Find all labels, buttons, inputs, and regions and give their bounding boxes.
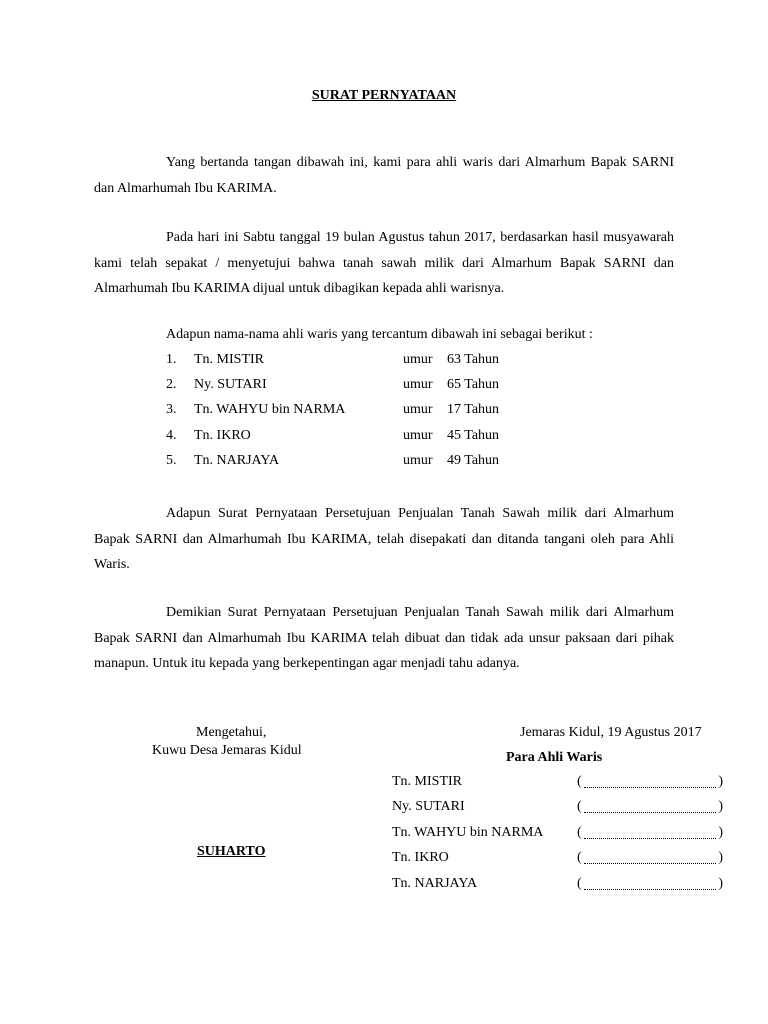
close-paren: ) (718, 799, 723, 814)
open-paren: ( (577, 825, 582, 840)
heir-number: 3. (166, 402, 177, 417)
paragraph-closing (94, 600, 674, 677)
close-paren: ) (718, 774, 723, 789)
signature-row (392, 797, 732, 817)
signer-name: Tn. MISTIR (392, 774, 462, 789)
dotted-line (584, 838, 716, 839)
acknowledged-label: Mengetahui, (196, 725, 267, 740)
signature-row (392, 874, 732, 894)
open-paren: ( (577, 774, 582, 789)
signature-row (392, 823, 732, 843)
paragraph-agreement-text: Pada hari ini Sabtu tanggal 19 bulan Agustus tahun 2017, berdasarkan hasil musyawarah kami telah sepakat / menyetujui bahwa tanah sawah milik dari Almarhum Bapak SARNI dan Almarhumah Ibu KARIMA dijual untuk dibagikan kepada ahli warisnya. (94, 230, 674, 296)
heir-age: 63 Tahun (447, 352, 500, 367)
signature-line (577, 772, 723, 792)
open-paren: ( (577, 850, 582, 865)
heirs-signature-heading: Para Ahli Waris (506, 750, 603, 765)
paragraph-consent-text: Adapun Surat Pernyataan Persetujuan Penjualan Tanah Sawah milik dari Almarhum Bapak SARNI dan Almarhumah Ibu KARIMA, telah disepakati dan ditanda tangani oleh para Ahli Waris. (94, 506, 674, 572)
village-head-title: Kuwu Desa Jemaras Kidul (152, 743, 302, 758)
dotted-line (584, 787, 716, 788)
signature-line (577, 848, 723, 868)
heir-age: 49 Tahun (447, 453, 500, 468)
close-paren: ) (718, 825, 723, 840)
heir-name: Tn. WAHYU bin NARMA (194, 402, 346, 417)
open-paren: ( (577, 799, 582, 814)
paragraph-intro (94, 150, 674, 201)
close-paren: ) (718, 876, 723, 891)
heir-age-label: umur (403, 453, 433, 468)
heir-number: 1. (166, 352, 177, 367)
dotted-line (584, 889, 716, 890)
signature-row (392, 772, 732, 792)
signer-name: Tn. WAHYU bin NARMA (392, 825, 544, 840)
heir-age: 45 Tahun (447, 428, 500, 443)
heir-age-label: umur (403, 377, 433, 392)
paragraph-intro-text: Yang bertanda tangan dibawah ini, kami para ahli waris dari Almarhum Bapak SARNI dan Almarhumah Ibu KARIMA. (94, 155, 674, 196)
heir-number: 2. (166, 377, 177, 392)
heir-name: Tn. IKRO (194, 428, 251, 443)
open-paren: ( (577, 876, 582, 891)
heir-row (166, 350, 526, 370)
heirs-intro: Adapun nama-nama ahli waris yang tercantum dibawah ini sebagai berikut : (166, 327, 593, 342)
signature-line (577, 823, 723, 843)
heir-age: 17 Tahun (447, 402, 500, 417)
signer-name: Ny. SUTARI (392, 799, 465, 814)
signature-row (392, 848, 732, 868)
heir-row (166, 426, 526, 446)
signer-name: Tn. NARJAYA (392, 876, 478, 891)
heir-age-label: umur (403, 428, 433, 443)
paragraph-consent (94, 501, 674, 578)
heir-age: 65 Tahun (447, 377, 500, 392)
heir-row (166, 451, 526, 471)
heir-number: 4. (166, 428, 177, 443)
heir-number: 5. (166, 453, 177, 468)
heir-age-label: umur (403, 402, 433, 417)
dotted-line (584, 863, 716, 864)
heir-age-label: umur (403, 352, 433, 367)
signature-line (577, 874, 723, 894)
paragraph-closing-text: Demikian Surat Pernyataan Persetujuan Penjualan Tanah Sawah milik dari Almarhum Bapak SARNI dan Almarhumah Ibu KARIMA telah dibuat dan tidak ada unsur paksaan dari pihak manapun. Untuk itu kepada yang berkepentingan agar menjadi tahu adanya. (94, 605, 674, 671)
village-head-name: SUHARTO (197, 844, 266, 859)
close-paren: ) (718, 850, 723, 865)
heir-name: Ny. SUTARI (194, 377, 267, 392)
heir-name: Tn. MISTIR (194, 352, 264, 367)
signer-name: Tn. IKRO (392, 850, 449, 865)
heir-row (166, 375, 526, 395)
heir-name: Tn. NARJAYA (194, 453, 280, 468)
document-title: SURAT PERNYATAAN (311, 88, 457, 103)
paragraph-agreement (94, 225, 674, 302)
place-date: Jemaras Kidul, 19 Agustus 2017 (520, 725, 702, 740)
heir-row (166, 400, 526, 420)
signature-line (577, 797, 723, 817)
dotted-line (584, 812, 716, 813)
